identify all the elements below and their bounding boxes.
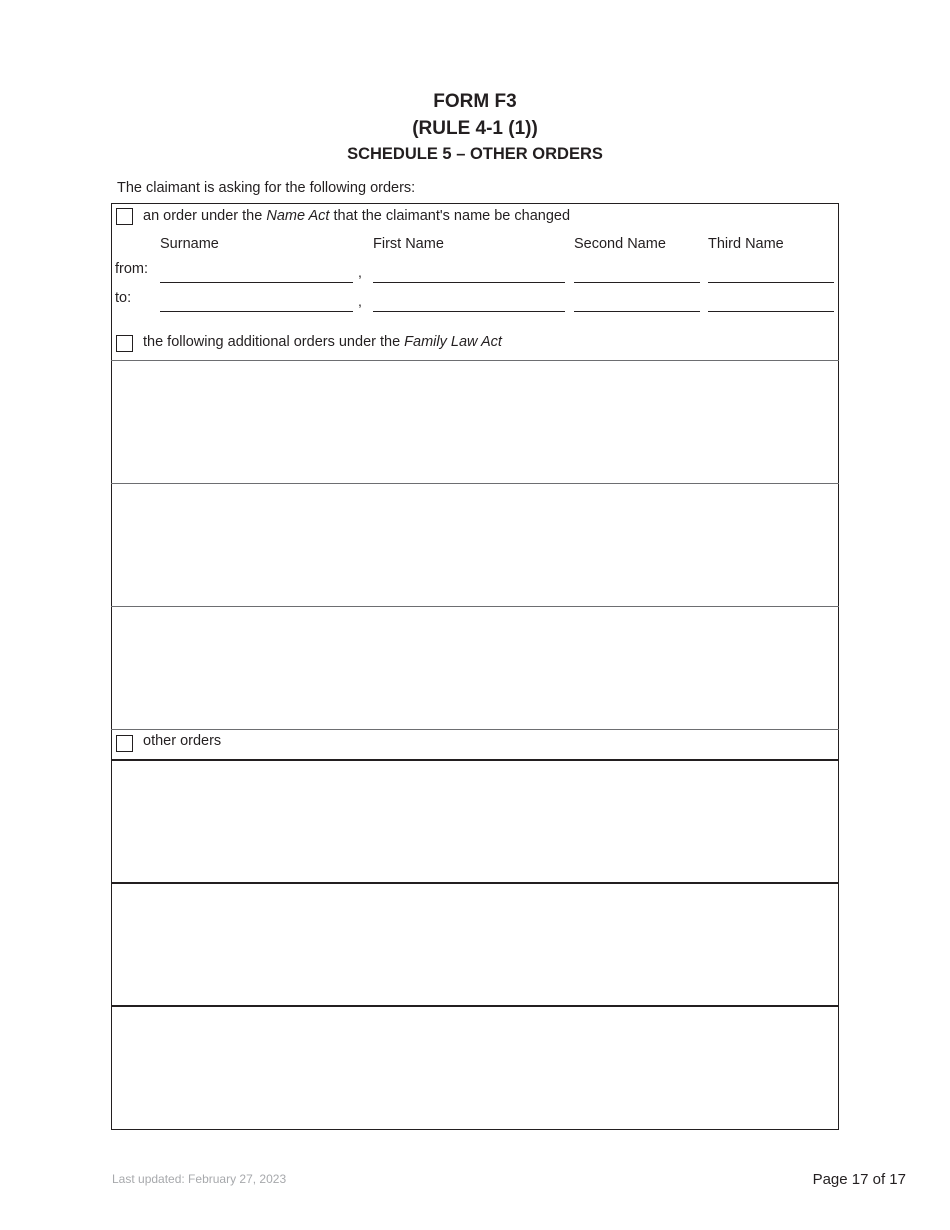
schedule-title: SCHEDULE 5 – OTHER ORDERS [347, 145, 603, 163]
last-updated: Last updated: February 27, 2023 [112, 1172, 287, 1186]
additional-orders-checkbox[interactable] [116, 335, 133, 352]
from-first-name-field[interactable] [373, 282, 565, 283]
to-first-name-field[interactable] [373, 311, 565, 312]
divider [111, 729, 839, 730]
name-change-label-pre: an order under the [143, 208, 267, 224]
col-second-name: Second Name [574, 236, 666, 252]
intro-text: The claimant is asking for the following orders: [117, 180, 416, 196]
to-surname-field[interactable] [160, 311, 353, 312]
other-orders-checkbox[interactable] [116, 735, 133, 752]
name-act: Name Act [266, 208, 330, 224]
form-title: FORM F3 [433, 91, 517, 112]
page-number: Page 17 of 17 [812, 1171, 906, 1188]
to-separator: , [358, 293, 362, 309]
other-orders-label: other orders [143, 733, 222, 749]
to-third-name-field[interactable] [708, 311, 834, 312]
to-second-name-field[interactable] [574, 311, 700, 312]
divider [111, 483, 839, 484]
rule-reference: (RULE 4-1 (1)) [412, 118, 538, 139]
divider [111, 606, 839, 607]
name-change-label [143, 208, 570, 224]
from-separator: , [358, 264, 362, 280]
col-first-name: First Name [373, 236, 444, 252]
from-second-name-field[interactable] [574, 282, 700, 283]
name-change-label-post: that the claimant's name be changed [329, 208, 571, 224]
additional-orders-label-pre: the following additional orders under the [143, 334, 405, 350]
divider [111, 360, 839, 361]
divider [111, 1005, 839, 1007]
divider [111, 882, 839, 884]
from-label: from: [115, 261, 149, 277]
from-surname-field[interactable] [160, 282, 353, 283]
from-third-name-field[interactable] [708, 282, 834, 283]
to-label: to: [115, 290, 132, 306]
col-third-name: Third Name [708, 236, 784, 252]
name-change-checkbox[interactable] [116, 208, 133, 225]
col-surname: Surname [160, 236, 219, 252]
family-law-act: Family Law Act [404, 334, 502, 350]
additional-orders-label [143, 334, 502, 350]
divider [111, 759, 839, 761]
